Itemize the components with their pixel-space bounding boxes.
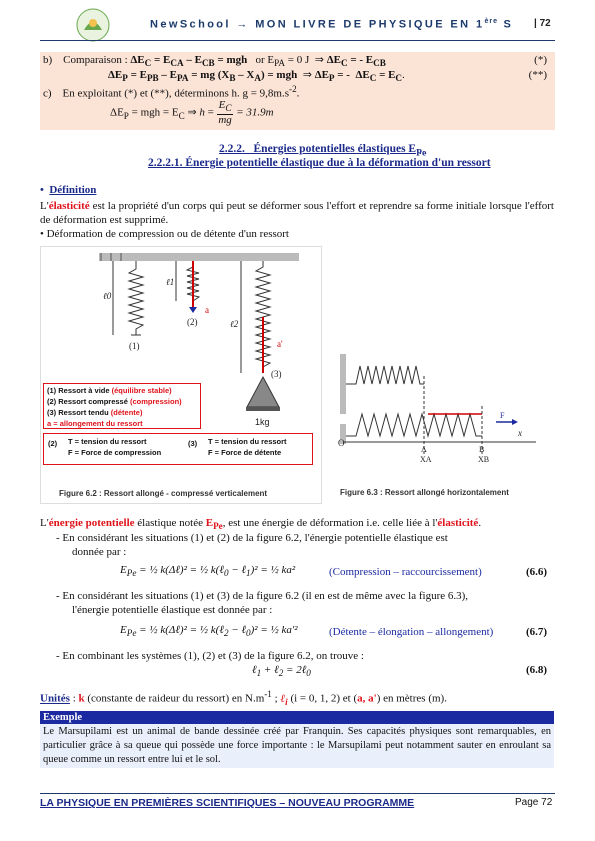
figure-6-3	[336, 246, 554, 502]
legend-forces-2-num: (2)	[48, 439, 58, 448]
example-title: Exemple	[40, 711, 554, 724]
legend-row-4: a = allongement du ressort	[47, 419, 143, 428]
legend-row-2: (2) Ressort compressé (compression)	[47, 397, 182, 406]
equation-6-6-note: (Compression – raccourcissement)	[329, 566, 482, 578]
definition-text: L'élasticité est la propriété d'un corps qui peut se déformer sous l'effort et reprendre sa forme initiale lorsque l'effort de déformation est supprimé.	[40, 200, 554, 226]
deformation-bullet: • Déformation de compression ou de détente d'un ressort	[40, 228, 289, 240]
logo	[76, 8, 110, 42]
energy-intro: L'énergie potentielle élastique notée $E_{Pe}$, est une énergie de déformation i.e. celle liée à l'élasticité.	[40, 517, 482, 532]
legend-row-3: (3) Ressort tendu (détente)	[47, 408, 143, 417]
item-1: - En considérant les situations (1) et (2) de la figure 6.2, l'énergie potentielle élastique est	[56, 532, 448, 544]
label-A: A	[421, 445, 427, 454]
label-F: F	[500, 411, 505, 420]
legend-states	[43, 383, 201, 429]
equation-6-8: ℓ$_1$ + ℓ$_2$ = 2ℓ$_0$	[252, 664, 311, 679]
equation-6-7: $E_{Pe}$ = ½ k(Δℓ)² = ½ k(ℓ$_2$ − ℓ$_0$)² = ½ ka'²	[120, 624, 298, 639]
definition-heading: • Définition	[40, 184, 97, 196]
label-l2: ℓ2	[230, 319, 239, 329]
label-l1: ℓ1	[166, 277, 175, 287]
label-O: O	[338, 438, 345, 448]
header-title: NewSchool → MON LIVRE DE PHYSIQUE EN 1ère S	[150, 18, 514, 31]
legend-row-1: (1) Ressort à vide (équilibre stable)	[47, 386, 172, 395]
legend-forces-3-t: T = tension du ressort	[208, 437, 287, 446]
figure-6-2-caption: Figure 6.2 : Ressort allongé - compressé verticalement	[59, 489, 268, 498]
label-2: (2)	[187, 317, 198, 327]
section-2-2-2-1: 2.2.2.1. Énergie potentielle élastique due à la déformation d'un ressort	[148, 157, 491, 169]
formula-h: $\Delta E_P$ = mgh = $E_C$ ⇒ h = $\frac{E_C}{mg}$ = 31.9m	[110, 99, 274, 127]
label-3: (3)	[271, 369, 282, 379]
figure-6-2	[40, 246, 322, 504]
units-line: Unités : k (constante de raideur du ressort) en $N.m^{-1}$ ; ℓ$_i$ (i = 0, 1, 2) et (a, a') en mètres (m).	[40, 689, 447, 707]
line-b: b) Comparaison : $\Delta E_C = E_{CA} - E_{CB}$ = mgh or $E_{PA} = 0$ J ⇒ $\Delta E_C$ = - $E_{CB}$	[43, 54, 386, 69]
label-l0: ℓ0	[103, 291, 112, 301]
figure-6-3-caption: Figure 6.3 : Ressort allongé horizontalement	[340, 488, 509, 497]
label-a-prime: a'	[277, 339, 283, 349]
label-B: B	[479, 445, 485, 454]
footer-title: LA PHYSIQUE EN PREMIÈRES SCIENTIFIQUES – NOUVEAU PROGRAMME	[40, 797, 415, 809]
legend-forces-2-f: F = Force de compression	[68, 448, 162, 457]
footer-page: Page 72	[515, 797, 553, 808]
mass-label: 1kg	[255, 417, 270, 427]
item-2: - En considérant les situations (1) et (3) de la figure 6.2 (il en est de même avec la figure 6.3),	[56, 590, 469, 602]
line-c: c) En exploitant (*) et (**), déterminons h. $g = 9,8m.s^{-2}$.	[43, 84, 300, 100]
equation-6-7-note: (Détente – élongation – allongement)	[329, 626, 494, 638]
tag-1: (*)	[534, 54, 547, 66]
item-2b: l'énergie potentielle élastique est donnée par :	[72, 604, 273, 616]
legend-forces-3-num: (3)	[188, 439, 198, 448]
label-x: x	[518, 428, 522, 438]
header-page: | 72	[534, 18, 551, 29]
legend-forces-3-f: F = Force de détente	[208, 448, 282, 457]
label-XA: XA	[420, 455, 432, 464]
line-b2: $\Delta E_P = E_{PB} - E_{PA}$ = mg $(X_B - X_A)$ = mgh ⇒ $\Delta E_P$ = - $\Delta E_C = E_C$.	[108, 69, 405, 84]
solution-box	[40, 52, 555, 130]
section-2-2-2: 2.2.2. Énergies potentielles élastiques $E_{Pe}$	[219, 143, 427, 159]
item-3: - En combinant les systèmes (1), (2) et (3) de la figure 6.2, on trouve :	[56, 650, 364, 662]
label-a: a	[205, 305, 209, 315]
label-1: (1)	[129, 341, 140, 351]
example-text: Le Marsupilami est un animal de bande dessinée créé par Franquin. Ses capacités physiques sont remarquables, en particulier grâce à sa queue qui possède une force importante : le Marsupilami peut notamment sauter en enroulant sa queue comme un ressort entre lui et le sol.	[40, 724, 554, 768]
legend-forces	[43, 433, 313, 465]
equation-6-7-num: (6.7)	[526, 626, 548, 638]
legend-forces-2-t: T = tension du ressort	[68, 437, 147, 446]
figure-6-3-drawing	[336, 246, 554, 484]
equation-6-6-num: (6.6)	[526, 566, 548, 578]
tag-2: (**)	[528, 69, 547, 81]
equation-6-6: $E_{Pe}$ = ½ k(Δℓ)² = ½ k(ℓ$_0$ − ℓ$_1$)² = ½ ka²	[120, 564, 296, 579]
label-XB: XB	[478, 455, 490, 464]
item-1b: donnée par :	[72, 546, 127, 558]
equation-6-8-num: (6.8)	[526, 664, 548, 676]
header-divider	[40, 40, 555, 41]
footer-divider	[40, 793, 555, 794]
